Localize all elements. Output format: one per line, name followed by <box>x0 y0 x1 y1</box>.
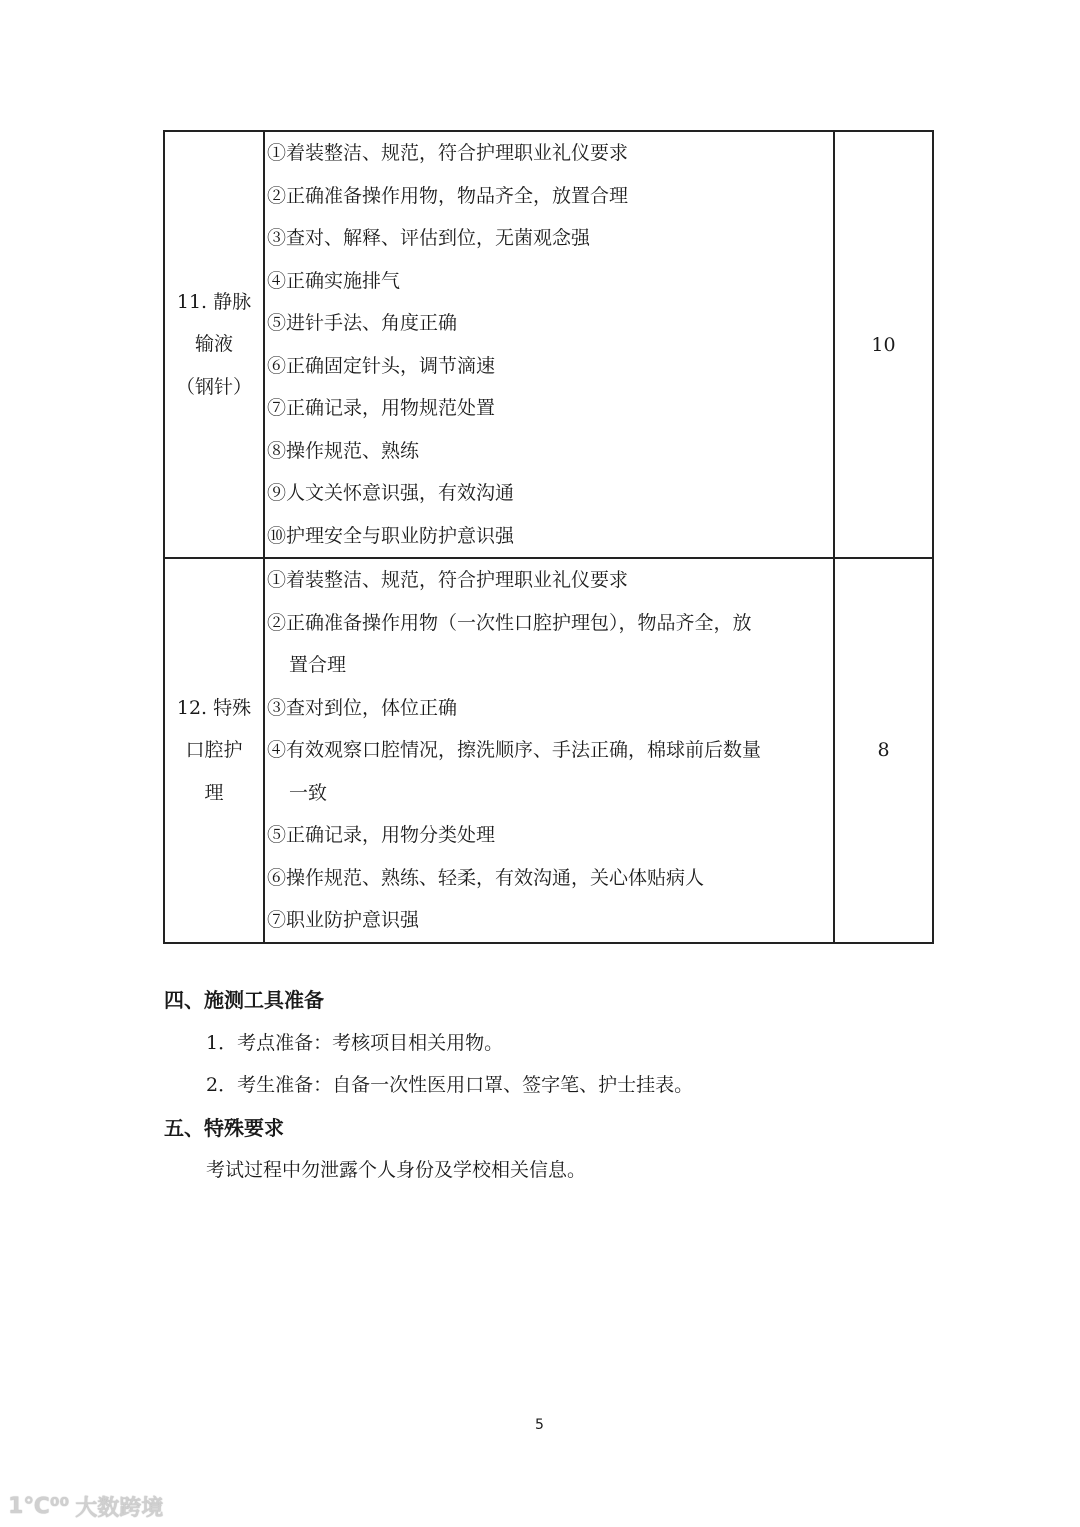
score-cell: 10 <box>834 131 933 558</box>
section-heading: 四、施测工具准备 <box>164 988 324 1012</box>
page-number: 5 <box>535 1417 544 1433</box>
criterion-item: ③查对到位，体位正确 <box>267 696 458 719</box>
watermark <box>8 1491 163 1522</box>
paragraph: 考试过程中勿泄露个人身份及学校相关信息。 <box>206 1159 587 1181</box>
criterion-item: ⑤进针手法、角度正确 <box>267 312 458 334</box>
criterion-item: ③查对、解释、评估到位，无菌观念强 <box>267 227 591 249</box>
criterion-item: ⑦正确记录，用物规范处置 <box>267 397 496 419</box>
criterion-item: ⑦职业防护意识强 <box>267 909 420 931</box>
table-row <box>164 131 933 558</box>
criteria-cell <box>264 131 834 558</box>
criterion-item: ⑥操作规范、熟练、轻柔，有效沟通，关心体贴病人 <box>267 866 705 889</box>
paragraph: 2．考生准备：自备一次性医用口罩、签字笔、护士挂表。 <box>206 1074 694 1096</box>
criterion-item: ①着装整洁、规范，符合护理职业礼仪要求 <box>267 142 629 164</box>
criterion-item: ⑨人文关怀意识强，有效沟通 <box>267 482 515 504</box>
criterion-item: ⑥正确固定针头，调节滴速 <box>267 354 496 377</box>
criterion-item-continuation: 一致 <box>289 781 328 804</box>
criterion-item-continuation: 置合理 <box>289 654 347 676</box>
criterion-item: ⑩护理安全与职业防护意识强 <box>267 524 515 547</box>
criterion-item: ②正确准备操作用物，物品齐全，放置合理 <box>267 184 629 207</box>
project-name-line: 12. 特殊 <box>176 696 252 719</box>
project-name-line: 11. 静脉 <box>176 290 252 313</box>
criterion-item: ②正确准备操作用物（一次性口腔护理包），物品齐全，放 <box>267 611 752 634</box>
assessment-table <box>163 130 934 944</box>
paragraph: 1．考点准备：考核项目相关用物。 <box>206 1032 504 1054</box>
criterion-item: ①着装整洁、规范，符合护理职业礼仪要求 <box>267 569 629 591</box>
criterion-item: ④有效观察口腔情况，擦洗顺序、手法正确，棉球前后数量 <box>267 739 762 761</box>
project-name-line: 理 <box>204 781 224 804</box>
project-name-line: 输液 <box>194 333 233 356</box>
score-cell: 8 <box>834 558 933 943</box>
watermark-logo-icon: 1℃⁰⁰ <box>8 1494 70 1519</box>
criterion-item: ⑧操作规范、熟练 <box>267 439 420 462</box>
criteria-cell <box>264 558 834 943</box>
criterion-item: ④正确实施排气 <box>267 269 401 292</box>
project-name-cell <box>164 558 264 943</box>
project-name-line: 口腔护 <box>185 739 243 761</box>
table-row <box>164 558 933 943</box>
project-name-cell <box>164 131 264 558</box>
project-name-line: （钢针） <box>175 375 252 398</box>
watermark-text: 大数跨境 <box>75 1496 164 1521</box>
criterion-item: ⑤正确记录，用物分类处理 <box>267 824 496 846</box>
section-heading: 五、特殊要求 <box>164 1116 284 1140</box>
